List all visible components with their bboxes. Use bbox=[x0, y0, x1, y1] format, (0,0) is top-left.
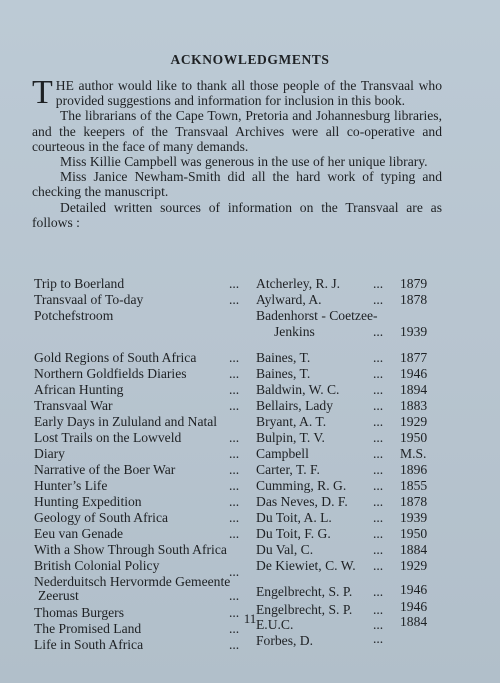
source-author: Badenhorst - Coetzee- bbox=[256, 308, 378, 323]
list-item bbox=[34, 398, 434, 414]
sources-list bbox=[34, 276, 434, 653]
source-author: Du Toit, F. G. bbox=[256, 526, 331, 541]
source-year: 1896 bbox=[400, 462, 428, 477]
leader-dots: ... bbox=[373, 350, 384, 365]
source-author: Das Neves, D. F. bbox=[256, 494, 348, 509]
source-title: Hunting Expedition bbox=[34, 494, 142, 509]
list-item bbox=[34, 430, 434, 446]
source-author: Aylward, A. bbox=[256, 292, 322, 307]
leader-dots: ... bbox=[229, 430, 240, 445]
list-item bbox=[34, 276, 434, 292]
source-title-continued: Zeerust bbox=[38, 588, 79, 603]
leader-dots: ... bbox=[373, 398, 384, 413]
list-item bbox=[34, 382, 434, 398]
source-author: De Kiewiet, C. W. bbox=[256, 558, 356, 573]
source-year: 1883 bbox=[400, 398, 428, 413]
source-year: 1950 bbox=[400, 526, 428, 541]
leader-dots: ... bbox=[229, 292, 240, 307]
source-author: Engelbrecht, S. P. bbox=[256, 584, 353, 599]
source-year: 1877 bbox=[400, 350, 428, 365]
source-author: Atcherley, R. J. bbox=[256, 276, 341, 291]
list-item bbox=[34, 446, 434, 462]
source-year: 1946 bbox=[400, 366, 428, 381]
source-title: Gold Regions of South Africa bbox=[34, 350, 197, 365]
leader-dots: ... bbox=[373, 584, 384, 599]
source-year: 1884 bbox=[400, 614, 428, 629]
intro-paragraph-2: The librarians of the Cape Town, Pretoria and Johannesburg libraries, and the keepers of the Transvaal Archives were all co-operative and courteous in the face of many demands. bbox=[32, 108, 442, 154]
leader-dots: ... bbox=[229, 382, 240, 397]
list-item bbox=[34, 631, 434, 653]
leader-dots: ... bbox=[373, 602, 384, 617]
source-author: E.U.C. bbox=[256, 617, 294, 632]
leader-dots: ... bbox=[229, 478, 240, 493]
source-year: 1950 bbox=[400, 430, 428, 445]
leader-dots: ... bbox=[229, 510, 240, 525]
source-author: Bryant, A. T. bbox=[256, 414, 327, 429]
source-title: Narrative of the Boer War bbox=[34, 462, 176, 477]
source-author: Baines, T. bbox=[256, 350, 311, 365]
source-title: With a Show Through South Africa bbox=[34, 542, 227, 557]
source-author: Du Toit, A. L. bbox=[256, 510, 332, 525]
leader-dots: ... bbox=[373, 617, 384, 632]
source-author: Forbes, D. bbox=[256, 633, 314, 648]
leader-dots: ... bbox=[373, 526, 384, 541]
source-title: Transvaal War bbox=[34, 398, 113, 413]
list-item bbox=[34, 414, 434, 430]
source-title: Thomas Burgers bbox=[34, 605, 124, 620]
source-author: Baldwin, W. C. bbox=[256, 382, 340, 397]
source-title: British Colonial Policy bbox=[34, 558, 160, 573]
leader-dots: ... bbox=[373, 414, 384, 429]
leader-dots: ... bbox=[229, 526, 240, 541]
source-author: Bulpin, T. V. bbox=[256, 430, 325, 445]
list-item bbox=[34, 542, 434, 558]
source-title: Diary bbox=[34, 446, 65, 461]
intro-paragraph-4: Miss Janice Newham-Smith did all the hard work of typing and checking the manuscript. bbox=[32, 169, 442, 200]
source-year: 1939 bbox=[400, 510, 428, 525]
leader-dots: ... bbox=[229, 398, 240, 413]
source-title: African Hunting bbox=[34, 382, 124, 397]
leader-dots: ... bbox=[229, 366, 240, 381]
drop-cap: T bbox=[32, 74, 53, 111]
source-title: Trip to Boerland bbox=[34, 276, 125, 291]
list-item bbox=[34, 494, 434, 510]
source-year: 1946 bbox=[400, 599, 428, 614]
source-year: 1878 bbox=[400, 494, 428, 509]
leader-dots: ... bbox=[229, 588, 240, 603]
leader-dots: ... bbox=[229, 637, 240, 652]
leader-dots: ... bbox=[373, 292, 384, 307]
list-item bbox=[34, 350, 434, 366]
source-year: 1939 bbox=[400, 324, 428, 339]
source-year: 1946 bbox=[400, 582, 428, 597]
leader-dots: ... bbox=[373, 542, 384, 557]
leader-dots: ... bbox=[373, 446, 384, 461]
intro-paragraph-3: Miss Killie Campbell was generous in the use of her unique library. bbox=[60, 154, 428, 170]
source-author: Carter, T. F. bbox=[256, 462, 320, 477]
source-title: Transvaal of To-day bbox=[34, 292, 144, 307]
source-year: 1884 bbox=[400, 542, 428, 557]
list-item bbox=[34, 526, 434, 542]
page-number: 11 bbox=[243, 611, 257, 626]
list-item bbox=[34, 292, 434, 308]
leader-dots: ... bbox=[373, 366, 384, 381]
leader-dots: ... bbox=[229, 350, 240, 365]
source-title: Early Days in Zululand and Natal bbox=[34, 414, 218, 429]
source-title: The Promised Land bbox=[34, 621, 142, 636]
leader-dots: ... bbox=[373, 276, 384, 291]
source-title: Hunter’s Life bbox=[34, 478, 108, 493]
leader-dots: ... bbox=[373, 430, 384, 445]
source-title: Eeu van Genade bbox=[34, 526, 124, 541]
source-year: 1929 bbox=[400, 558, 428, 573]
source-year: 1878 bbox=[400, 292, 428, 307]
source-author: Cumming, R. G. bbox=[256, 478, 347, 493]
source-author: Du Val, C. bbox=[256, 542, 314, 557]
list-item bbox=[34, 558, 434, 579]
source-year: M.S. bbox=[400, 446, 427, 461]
source-author: Engelbrecht, S. P. bbox=[256, 602, 353, 617]
leader-dots: ... bbox=[229, 605, 240, 620]
leader-dots: ... bbox=[373, 478, 384, 493]
list-item bbox=[34, 366, 434, 382]
list-item bbox=[34, 462, 434, 478]
list-item bbox=[34, 574, 434, 605]
source-title: Lost Trails on the Lowveld bbox=[34, 430, 182, 445]
intro-paragraph-1-text: HE author would like to thank all those people of the Transvaal who provided suggestions and information for inclusion in this book. bbox=[55, 78, 442, 109]
source-author: Campbell bbox=[256, 446, 309, 461]
list-item bbox=[34, 478, 434, 494]
source-title: Northern Goldfields Diaries bbox=[34, 366, 187, 381]
acknowledgment-text bbox=[32, 74, 442, 230]
leader-dots: ... bbox=[229, 621, 240, 636]
list-item bbox=[34, 308, 434, 350]
source-year: 1879 bbox=[400, 276, 428, 291]
leader-dots: ... bbox=[229, 446, 240, 461]
leader-dots: ... bbox=[373, 494, 384, 509]
intro-paragraph-5: Detailed written sources of information on the Transvaal are as follows : bbox=[32, 199, 442, 230]
leader-dots: ... bbox=[373, 324, 384, 339]
page-heading: ACKNOWLEDGMENTS bbox=[170, 52, 330, 67]
source-year: 1929 bbox=[400, 414, 428, 429]
leader-dots: ... bbox=[373, 462, 384, 477]
source-year: 1855 bbox=[400, 478, 428, 493]
list-item bbox=[34, 510, 434, 526]
source-title: Geology of South Africa bbox=[34, 510, 169, 525]
leader-dots: ... bbox=[373, 382, 384, 397]
leader-dots: ... bbox=[373, 510, 384, 525]
leader-dots: ... bbox=[229, 494, 240, 509]
source-title: Life in South Africa bbox=[34, 637, 144, 652]
leader-dots: ... bbox=[373, 558, 384, 573]
leader-dots: ... bbox=[373, 631, 384, 646]
intro-paragraph-1 bbox=[32, 74, 442, 111]
source-title: Potchefstroom bbox=[34, 308, 114, 323]
source-author: Baines, T. bbox=[256, 366, 311, 381]
leader-dots: ... bbox=[229, 276, 240, 291]
leader-dots: ... bbox=[229, 564, 240, 579]
leader-dots: ... bbox=[229, 462, 240, 477]
source-title: Nederduitsch Hervormde Gemeente bbox=[34, 574, 231, 589]
source-author-continued: Jenkins bbox=[274, 324, 315, 339]
source-year: 1894 bbox=[400, 382, 428, 397]
source-author: Bellairs, Lady bbox=[256, 398, 334, 413]
